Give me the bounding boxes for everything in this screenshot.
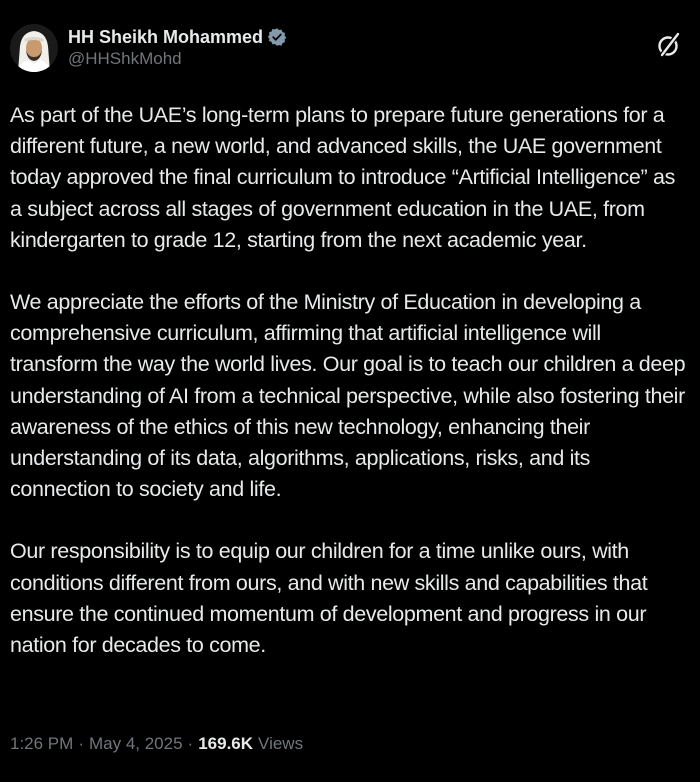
author-names [68, 26, 287, 70]
avatar[interactable] [10, 24, 58, 72]
views-label: Views [258, 734, 304, 753]
author-display-name[interactable]: HH Sheikh Mohammed [68, 27, 264, 47]
grok-slash-icon [654, 30, 684, 60]
tweet-time[interactable]: 1:26 PM [10, 734, 74, 753]
meta-separator-2: · [187, 734, 194, 753]
name-row [68, 26, 287, 48]
tweet-header [10, 24, 287, 72]
verified-badge-icon[interactable] [267, 27, 287, 47]
tweet-paragraph-2: We appreciate the efforts of the Ministry of Education in developing a comprehensive curriculum, affirming that artificial intelligence will transform the way the world lives. Our goal is to teach our children a deep understanding of AI from a technical perspective, while also fostering their awareness of the ethics of this new technology, enhancing their understanding of its data, algorithms, applications, risks, and its connection to society and life. [10, 290, 686, 502]
author-handle[interactable]: @HHShkMohd [68, 49, 182, 68]
tweet-text [10, 100, 690, 692]
avatar-icon [10, 24, 58, 72]
views-count[interactable]: 169.6K [198, 734, 254, 753]
tweet-paragraph-3: Our responsibility is to equip our children for a time unlike ours, with conditions different from ours, and with new skills and capabilities that ensure the continued momentum of development and progress in our nation for decades to come. [10, 539, 648, 658]
grok-button[interactable] [652, 28, 686, 62]
meta-separator: · [78, 734, 84, 753]
tweet-date[interactable]: May 4, 2025 [88, 734, 183, 753]
tweet-paragraph-1: As part of the UAE’s long-term plans to prepare future generations for a different future, a new world, and advanced skills, the UAE government today approved the final curriculum to introduce “Artificial Intelligence” as a subject across all stages of government education in the UAE, from kindergarten to grade 12, starting from the next academic year. [10, 103, 675, 252]
tweet-meta [10, 734, 303, 754]
